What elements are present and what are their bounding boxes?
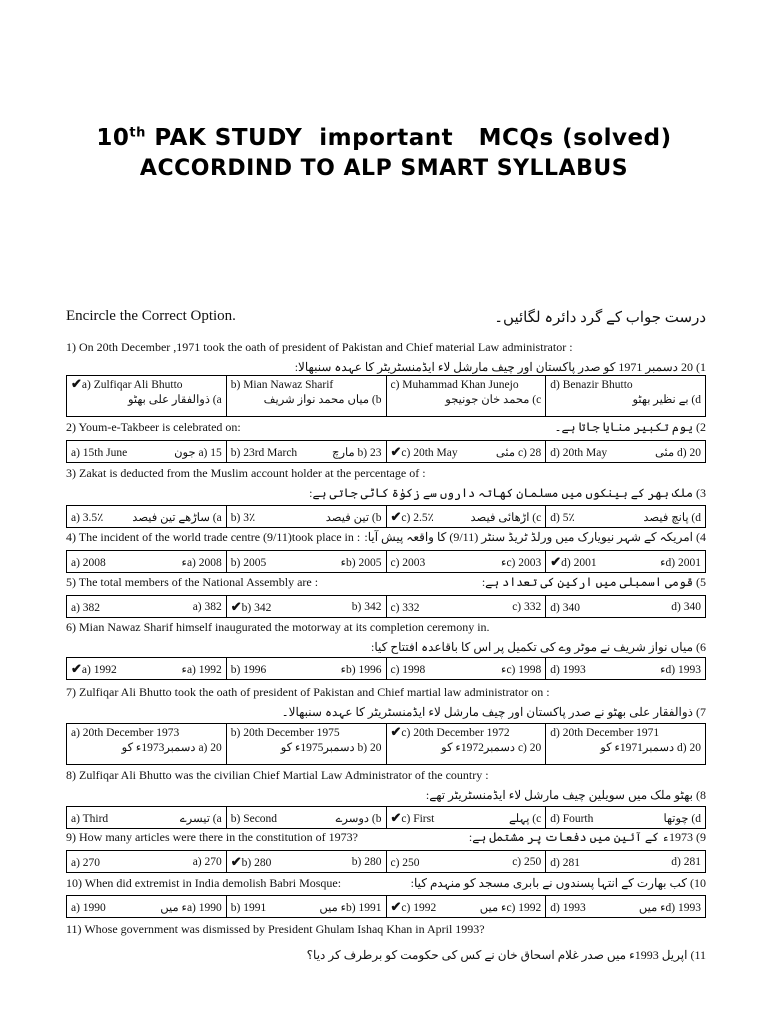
option-text-urdu: b) 342 [351,600,382,613]
option-text-english: b) 280 [241,856,272,869]
option-left [550,599,580,615]
option-left [550,854,580,870]
option-text-urdu: b) 1991ء میں [319,901,382,914]
option-left [71,444,127,460]
option-text-urdu: d) 281 [671,855,701,868]
option-english-line [71,724,222,740]
option-left [71,810,108,826]
option-b[interactable] [226,896,386,918]
option-inline [71,551,222,572]
option-b[interactable] [226,506,386,528]
check-mark-icon: ✔ [390,724,402,739]
option-inline [550,851,701,872]
option-text-urdu: b) تین فیصد [325,511,382,524]
option-english-line [71,376,222,392]
option-urdu-line [231,740,382,754]
option-text-urdu: b) 23 مارچ [332,446,382,459]
option-text-urdu: c) 20 دسمبر1972ء کو [441,742,542,754]
question-7 [66,685,706,719]
option-text-english: d) 1993 [550,901,586,914]
instruction-row [66,308,706,330]
options-table-8 [66,806,706,829]
option-inline [71,658,222,679]
question-text-english: 5) The total members of the National Assembly are : [66,575,319,589]
option-text-english: b) 23rd March [230,446,298,459]
question-2 [66,420,706,435]
option-left [391,661,426,677]
option-d[interactable] [546,896,706,918]
option-text-english: a) 15th June [71,446,128,459]
option-english-line [231,724,382,740]
option-text-urdu: c) 28 مئی [495,446,542,459]
option-d[interactable] [546,506,706,528]
question-text-english: 4) The incident of the world trade centre (9/11)took place in : [66,530,361,544]
option-inline [231,851,382,872]
option-b[interactable] [226,658,386,680]
option-text-english: c) 250 [390,856,420,869]
option-inline [391,441,542,462]
options-table-4 [66,550,706,573]
option-text-urdu: c) 2003ء [501,556,542,569]
option-text-urdu: a) 1992ء [181,663,222,676]
option-text-english: c) 2.5٪ [401,511,434,524]
option-left [231,444,297,460]
option-c[interactable] [386,441,546,463]
question-text-english: 10) When did extremist in India demolish Babri Mosque: [66,876,342,890]
check-mark-icon: ✔ [390,809,402,825]
option-text-urdu: c) پہلے [508,812,542,825]
options-table-9 [66,850,706,873]
option-text-urdu: a) 2008ء [181,556,222,569]
question-text-english: 9) How many articles were there in the constitution of 1973? [66,830,358,844]
option-c[interactable] [386,551,546,573]
option-inline [550,551,701,572]
option-b[interactable] [226,376,386,417]
option-urdu-line [391,740,542,754]
option-a[interactable] [67,596,227,618]
option-inline [71,807,222,828]
option-left [231,661,266,677]
option-left [391,854,420,870]
question-text-urdu: 6) میاں نواز شریف نے موٹر وے کی تکمیل پر اس کا باقاعدہ افتتاح کیا: [371,640,706,654]
option-english-line [550,376,701,392]
option-inline [231,551,382,572]
option-left [231,899,266,915]
option-inline [550,658,701,679]
option-inline [391,896,542,917]
option-text-english: a) 1990 [71,901,106,914]
option-c[interactable] [386,506,546,528]
question-3 [66,466,706,500]
option-inline [231,596,382,617]
option-text-urdu: d) پانچ فیصد [643,511,701,524]
option-inline [71,506,222,527]
option-text-urdu: d) 1993ء میں [638,901,701,914]
option-text-english: d) 5٪ [550,511,575,524]
check-mark-icon: ✔ [390,898,402,914]
option-left [550,509,574,525]
option-left [391,554,426,570]
option-text-english: a) 382 [71,601,101,614]
option-inline [71,596,222,617]
option-inline [231,506,382,527]
option-a[interactable] [67,807,227,829]
question-6 [66,620,706,654]
options-table-5 [66,595,706,618]
option-inline [550,506,701,527]
option-text-english: c) 1992 [401,901,437,914]
option-urdu-line [550,392,701,406]
option-b[interactable] [226,851,386,873]
option-text-urdu: b) میاں محمد نواز شریف [263,394,382,406]
check-mark-icon: ✔ [230,598,242,614]
option-inline [231,896,382,917]
question-text-urdu: 5) قومی اسمبلی میں ارکین کی تعداد ہے: [481,575,706,589]
question-text-english: 8) Zulfiqar Ali Bhutto was the civilian Chief Martial Law Administrator of the country : [66,768,489,782]
option-left [231,810,277,826]
question-1 [66,340,706,374]
option-b[interactable] [226,724,386,765]
option-a[interactable] [67,851,227,873]
option-d[interactable] [546,376,706,417]
option-a[interactable] [67,551,227,573]
option-c[interactable] [386,724,546,765]
option-text-english: c) 1998 [390,663,426,676]
option-c[interactable] [386,376,546,417]
option-text-urdu: b) دوسرے [335,812,382,825]
option-left [391,444,458,460]
option-text-urdu: a) 382 [192,600,222,613]
question-text-english: 3) Zakat is deducted from the Muslim account holder at the percentage of : [66,466,426,480]
option-left [71,899,106,915]
question-text-english: 1) On 20th December ,1971 took the oath of president of Pakistan and Chief material Law administrator : [66,340,573,354]
option-text-urdu: c) 1992ء میں [479,901,542,914]
option-d[interactable] [546,551,706,573]
option-inline [391,551,542,572]
option-urdu-line [71,740,222,754]
option-text-urdu: a) 15 جون [174,446,222,459]
option-text-urdu: a) 20 دسمبر1973ء کو [121,742,222,754]
option-a[interactable] [67,896,227,918]
question-text-urdu: 10) کب بھارت کے انتہا پسندوں نے بابری مسجد کو منہدم کیا: [410,876,706,890]
option-text-urdu: b) 20 دسمبر1975ء کو [280,742,382,754]
option-inline [550,441,701,462]
option-left [391,810,435,826]
option-text-english: d) 20th December 1971 [550,727,660,739]
check-mark-icon: ✔ [230,853,242,869]
option-text-english: b) Second [230,812,278,825]
option-text-urdu: b) 1996ء [340,663,382,676]
option-c[interactable] [386,596,546,618]
option-left [550,444,607,460]
check-mark-icon: ✔ [550,553,562,569]
option-text-english: c) 20th May [401,446,458,459]
question-text-urdu: 8) بھٹو ملک میں سویلین چیف مارشل لاء ایڈمنسٹریٹر تھے: [425,788,706,802]
option-left [550,661,585,677]
option-d[interactable] [546,807,706,829]
option-left [71,554,106,570]
check-mark-icon: ✔ [71,376,82,391]
question-text-urdu: 7) ذوالفقار علی بھٹو نے صدر پاکستان اور چیف مارشل لاء ایڈمنسٹریٹر کا عہدہ سنبھالا۔ [281,705,706,719]
option-inline [550,596,701,617]
option-text-english: a) 2008 [71,556,106,569]
option-text-english: a) 20th December 1973 [71,727,180,739]
option-text-urdu: d) 1993ء [660,663,701,676]
options-table-3 [66,505,706,528]
option-d[interactable] [546,658,706,680]
option-text-urdu: c) 332 [512,600,542,613]
option-left [231,509,255,525]
options-table-10 [66,895,706,918]
option-text-english: b) Mian Nawaz Sharif [230,379,334,391]
option-b[interactable] [226,551,386,573]
instruction-urdu: درست جواب کے گرد دائرہ لگائیں۔ [494,310,706,326]
question-text-english: 2) Youm-e-Takbeer is celebrated on: [66,420,241,434]
option-text-urdu: a) ذوالفقار علی بھٹو [127,394,222,406]
option-a[interactable] [67,506,227,528]
check-mark-icon: ✔ [390,508,402,524]
option-text-english: c) Muhammad Khan Junejo [390,379,519,391]
option-urdu-line [231,392,382,406]
option-text-urdu: b) 2005ء [340,556,382,569]
option-inline [231,441,382,462]
option-left [550,899,585,915]
option-left [391,599,420,615]
option-a[interactable] [67,724,227,765]
option-text-english: d) Benazir Bhutto [550,379,633,391]
option-text-urdu: a) تیسرے [179,812,222,825]
question-text-urdu: 9) 1973ء کے آئین میں دفعات پر مشتمل ہے: [468,830,706,844]
option-left [71,661,117,677]
option-text-urdu: d) بے نظیر بھٹو [632,394,701,406]
question-4 [66,530,706,545]
option-english-line [231,376,382,392]
option-text-urdu: c) اڑھائی فیصد [470,511,542,524]
option-c[interactable] [386,807,546,829]
option-text-urdu: d) 20 دسمبر1971ء کو [600,742,701,754]
option-d[interactable] [546,851,706,873]
option-text-english: d) 340 [550,601,580,614]
option-a[interactable] [67,441,227,463]
option-text-english: b) 20th December 1975 [230,727,340,739]
option-left [550,554,596,570]
question-text-english: 6) Mian Nawaz Sharif himself inaugurated the motorway at its completion ceremony in. [66,620,490,634]
option-c[interactable] [386,658,546,680]
option-a[interactable] [67,658,227,680]
option-text-english: c) 2003 [390,556,426,569]
option-inline [391,851,542,872]
option-text-urdu: d) چوتھا [663,812,701,825]
options-table-7 [66,723,706,765]
option-left [391,899,437,915]
option-text-urdu: d) 340 [671,600,701,613]
options-table-2 [66,440,706,463]
option-inline [391,506,542,527]
question-8 [66,768,706,802]
option-text-english: b) 342 [241,601,272,614]
option-text-english: c) 20th December 1972 [401,727,510,739]
option-left [231,599,272,615]
option-b[interactable] [226,441,386,463]
option-inline [71,896,222,917]
option-text-english: a) 3.5٪ [71,511,104,524]
option-inline [71,441,222,462]
question-text-urdu: 3) ملک بھر کے بینکوں میں مسلمان کھاتہ داروں سے زکوٰۃ کاٹی جاتی ہے: [309,486,706,500]
option-text-urdu: d) 20 مئی [654,446,701,459]
option-left [550,810,593,826]
option-english-line [391,376,542,392]
option-text-english: a) Third [71,812,109,825]
option-text-english: d) Fourth [550,812,594,825]
option-text-urdu: b) 280 [351,855,382,868]
question-text-english: 7) Zulfiqar Ali Bhutto took the oath of president of Pakistan and Chief martial law administrator on : [66,685,550,699]
option-inline [231,807,382,828]
option-text-english: a) 1992 [81,663,117,676]
option-inline [391,658,542,679]
question-5 [66,575,706,590]
option-inline [391,596,542,617]
option-text-urdu: a) ساڑھے تین فیصد [132,511,222,524]
option-left [71,599,100,615]
option-inline [391,807,542,828]
options-table-6 [66,657,706,680]
option-c[interactable] [386,851,546,873]
option-b[interactable] [226,807,386,829]
question-text-english: 11) Whose government was dismissed by President Ghulam Ishaq Khan in April 1993? [66,922,485,936]
option-english-line [550,724,701,740]
option-inline [550,807,701,828]
option-text-english: c) 332 [390,601,420,614]
option-text-english: d) 1993 [550,663,586,676]
option-text-urdu: d) 2001ء [660,556,701,569]
option-text-english: d) 281 [550,856,580,869]
page-title [0,125,768,151]
option-urdu-line [550,740,701,754]
option-d[interactable] [546,441,706,463]
question-text-urdu: 11) اپریل 1993ء میں صدر غلام اسحاق خان نے کس کی حکومت کو برطرف کر دیا؟ [306,948,706,962]
page-subtitle: ACCORDIND TO ALP SMART SYLLABUS [139,156,629,181]
option-a[interactable] [67,376,227,417]
title-superscript: th [129,125,146,141]
option-text-urdu: a) 270 [192,855,222,868]
question-text-urdu: 1) 20 دسمبر 1971 کو صدر پاکستان اور چیف مارشل لاء ایڈمنسٹریٹر کا عہدہ سنبھالا: [294,360,706,374]
question-10 [66,876,706,891]
option-text-english: d) 2001 [561,556,597,569]
option-text-english: d) 20th May [550,446,608,459]
option-left [391,509,434,525]
option-left [231,854,272,870]
option-inline [71,851,222,872]
option-text-english: b) 3٪ [230,511,256,524]
option-left [71,854,100,870]
option-text-english: b) 1991 [230,901,267,914]
option-text-english: c) First [401,812,435,825]
option-text-english: a) Zulfiqar Ali Bhutto [81,379,183,391]
option-text-urdu: a) 1990ء میں [160,901,222,914]
option-text-english: b) 2005 [230,556,267,569]
option-left [71,509,103,525]
option-left [231,554,266,570]
option-inline [231,658,382,679]
option-text-urdu: c) 250 [512,855,542,868]
question-text-urdu: 2) یوم تکبیر منایا جاتا ہے۔ [554,420,706,434]
option-inline [550,896,701,917]
question-text-urdu: 4) امریکہ کے شہر نیویارک میں ورلڈ ٹریڈ سنٹر (9/11) کا واقعہ پیش آیا: [364,530,706,544]
option-b[interactable] [226,596,386,618]
option-text-urdu: c) 1998ء [501,663,542,676]
options-table-1 [66,375,706,417]
option-d[interactable] [546,724,706,765]
instruction-english: Encircle the Correct Option. [66,308,236,324]
option-text-english: a) 270 [71,856,101,869]
check-mark-icon: ✔ [390,443,402,459]
title-text: PAK STUDY important MCQs (solved) [154,125,672,151]
option-text-urdu: c) محمد خان جونیجو [445,394,542,406]
option-urdu-line [71,392,222,406]
option-c[interactable] [386,896,546,918]
question-9 [66,830,706,845]
option-english-line [391,724,542,740]
title-number: 10 [96,125,130,151]
check-mark-icon: ✔ [71,660,82,676]
question-11 [66,922,706,962]
option-d[interactable] [546,596,706,618]
option-text-english: b) 1996 [230,663,267,676]
option-urdu-line [391,392,542,406]
